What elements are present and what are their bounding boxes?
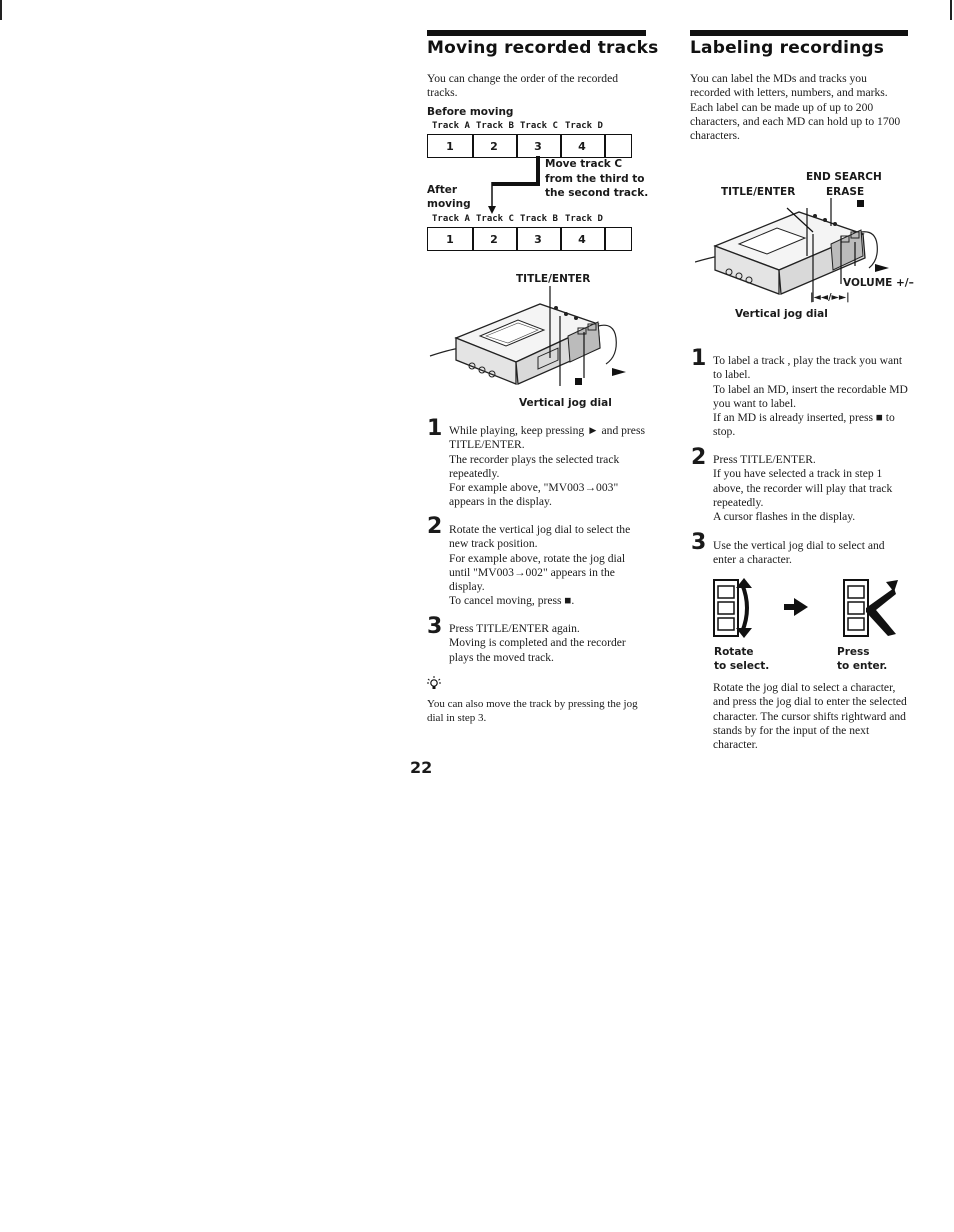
step-line: For example above, rotate the jog dial until "MV003→002" appears in the display.: [449, 551, 626, 594]
section-title-labeling: Labeling recordings: [690, 38, 885, 58]
move-note-line: from the third to: [545, 173, 645, 185]
rotate-label: Rotate: [714, 646, 754, 658]
after-moving-label: After: [427, 184, 458, 196]
after-track-bar: [427, 227, 632, 251]
before-moving-label: Before moving: [427, 106, 514, 118]
scan-edge-mark-left: [0, 0, 2, 20]
move-arrow: [480, 156, 550, 220]
step-body: [449, 523, 649, 609]
after-track-header-a: Track A: [432, 214, 470, 224]
step-body: [449, 424, 649, 510]
step-line: To label a track , play the track you want to label.: [713, 354, 903, 382]
move-note-line: the second track.: [545, 187, 649, 199]
section-rule-right: [690, 30, 908, 36]
step-line: The recorder plays the selected track repeatedly.: [449, 452, 620, 480]
figure-label-erase: ERASE: [826, 186, 865, 198]
step-body: [713, 453, 909, 524]
step-body: [449, 622, 649, 665]
after-track-number: 3: [534, 232, 542, 246]
after-track-header-d: Track D: [565, 214, 603, 224]
after-moving-label: moving: [427, 198, 471, 210]
step-line: To label an MD, insert the recordable MD you want to label.: [713, 382, 908, 410]
figure-label-title-enter: TITLE/ENTER: [516, 273, 591, 285]
step-line: Press TITLE/ENTER again.: [449, 622, 580, 635]
step-line: If you have selected a track in step 1 above, the recorder will play that track repeatedly.: [713, 467, 893, 509]
step-line: Press TITLE/ENTER.: [713, 453, 816, 466]
md-recorder-illustration: [428, 286, 638, 398]
figure-label-skip: |◄◄/►►|: [810, 292, 850, 303]
figure-label-volume: VOLUME +/–: [843, 277, 914, 289]
after-track-number: 4: [578, 232, 586, 246]
tip-lightbulb-icon: [427, 676, 441, 692]
step-line: If an MD is already inserted, press ■ to stop.: [713, 411, 895, 439]
after-track-header-c: Track C: [476, 214, 514, 224]
step-number: 2: [427, 514, 443, 539]
before-track-header-a: Track A: [432, 121, 470, 131]
arrow-right-icon: [784, 598, 808, 616]
step-number: 1: [427, 416, 443, 441]
before-track-header-c: Track C: [520, 121, 558, 131]
step-body: [713, 539, 909, 568]
section-title-moving: Moving recorded tracks: [427, 38, 659, 58]
step-body: [713, 354, 909, 440]
step-number: 3: [427, 614, 443, 639]
figure-label-jog-dial: Vertical jog dial: [519, 397, 612, 409]
rotate-label: to select.: [714, 660, 770, 672]
step-number: 2: [691, 445, 707, 470]
step-line: A cursor flashes in the display.: [713, 510, 856, 524]
intro-labeling: You can label the MDs and tracks you recorded with letters, numbers, and marks. Each label can be made up of up to 200 characters, and each MD can hold up to 1700 characters.: [690, 72, 901, 143]
md-recorder-illustration: [695, 198, 895, 308]
step-number: 1: [691, 346, 707, 371]
tip-text: You can also move the track by pressing the jog dial in step 3.: [427, 698, 638, 724]
figure-label-end-search: END SEARCH: [806, 171, 882, 183]
page-number: 22: [410, 758, 433, 777]
before-track-bar: [427, 134, 632, 158]
step-line: Use the vertical jog dial to select and enter a character.: [713, 539, 885, 567]
section-rule-left: [427, 30, 646, 36]
before-track-number: 4: [578, 139, 586, 153]
step-line: For example above, "MV003→003" appears in the display.: [449, 481, 619, 509]
after-track-number: 2: [490, 232, 498, 246]
before-track-number: 2: [490, 139, 498, 153]
intro-moving: You can change the order of the recorded tracks.: [427, 72, 619, 100]
figure-label-jog-dial: Vertical jog dial: [735, 308, 828, 320]
step-line: While playing, keep pressing ► and press TITLE/ENTER.: [449, 424, 645, 452]
after-track-number: 1: [446, 232, 454, 246]
jog-dial-rotate-icon: [712, 578, 762, 640]
before-track-header-d: Track D: [565, 121, 603, 131]
after-track-header-b: Track B: [520, 214, 558, 224]
before-track-number: 3: [534, 139, 542, 153]
before-track-header-b: Track B: [476, 121, 514, 131]
jog-dial-explanation: Rotate the jog dial to select a character, and press the jog dial to enter the selected character. The cursor shifts rightward and stands by for the input of the next character.: [713, 681, 907, 752]
scan-edge-mark-right: [950, 0, 952, 20]
press-label: Press: [837, 646, 870, 658]
step-line: To cancel moving, press ■.: [449, 594, 575, 608]
step-line: Moving is completed and the recorder plays the moved track.: [449, 636, 626, 664]
move-note-line: Move track C: [545, 158, 623, 170]
step-line: Rotate the vertical jog dial to select the new track position.: [449, 523, 631, 551]
figure-label-title-enter: TITLE/ENTER: [721, 186, 796, 198]
jog-dial-press-icon: [842, 578, 898, 640]
before-track-number: 1: [446, 139, 454, 153]
press-label: to enter.: [837, 660, 888, 672]
step-number: 3: [691, 530, 707, 555]
